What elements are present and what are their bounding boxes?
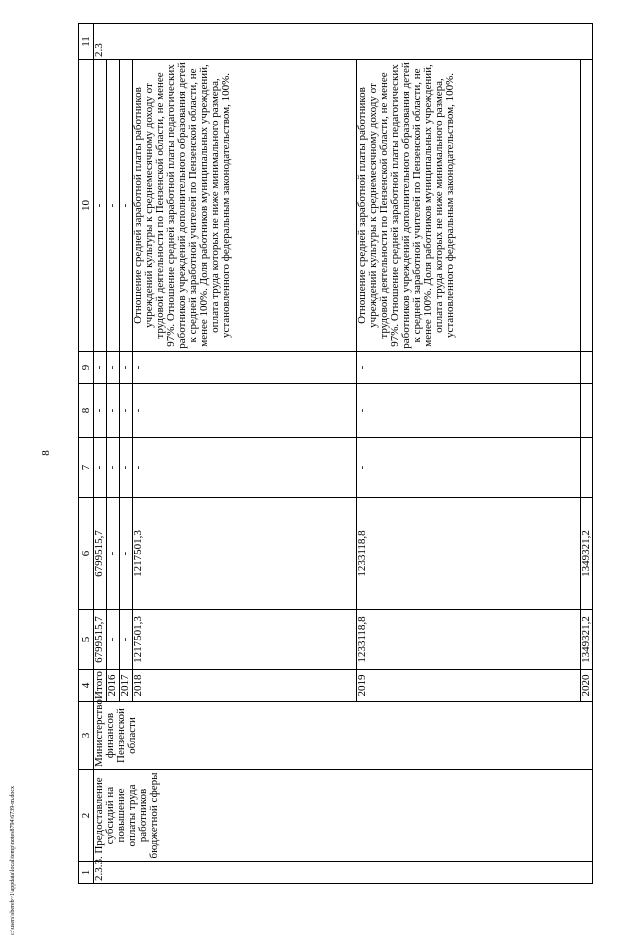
- total-cell: 6799515,7: [94, 610, 107, 670]
- col-number-4: 4: [79, 670, 94, 702]
- other-sources-cell: -: [107, 352, 120, 384]
- total-cell: -: [120, 610, 133, 670]
- col-number-6: 6: [79, 498, 94, 610]
- federal-budget-cell: -: [133, 438, 357, 498]
- goal-number: 2.3: [94, 24, 593, 60]
- local-budget-cell: [581, 384, 593, 438]
- executor: Министерство финансов Пензенской области: [94, 702, 593, 770]
- regional-budget-cell: 1233118,8: [357, 498, 581, 610]
- indicator-cell: -: [94, 60, 107, 352]
- col-number-3: 3: [79, 702, 94, 770]
- regional-budget-cell: -: [120, 498, 133, 610]
- indicator-cell: Отношение средней заработной платы работников учреждений культуры к среднемесячному доходу от трудовой деятельности по Пензенской области, не менее 97%. Отношение средней заработной платы педагогических работников учреждений дополнительного образования детей к средней заработной учителей по Пензенской области, не менее 100%. Доля работников муниципальных учреждений, оплата труда которых не ниже минимального размера, установленного федеральным законодательством, 100%.: [133, 60, 357, 352]
- federal-budget-cell: -: [107, 438, 120, 498]
- local-budget-cell: -: [133, 384, 357, 438]
- rotated-table-container: [78, 24, 592, 884]
- other-sources-cell: -: [357, 352, 581, 384]
- year-cell: 2016: [107, 670, 120, 702]
- federal-budget-cell: -: [357, 438, 581, 498]
- year-cell: 2017: [120, 670, 133, 702]
- year-cell: 2019: [357, 670, 581, 702]
- local-budget-cell: -: [357, 384, 581, 438]
- col-number-9: 9: [79, 352, 94, 384]
- col-number-10: 10: [79, 60, 94, 352]
- other-sources-cell: -: [120, 352, 133, 384]
- indicator-cell: -: [120, 60, 133, 352]
- indicator-cell: Отношение средней заработной платы работников учреждений культуры к среднемесячному доходу от трудовой деятельности по Пензенской области, не менее 97%. Отношение средней заработной платы педагогических работников учреждений дополнительного образования детей к средней заработной учителей по Пензенской области, не менее 100%. Доля работников муниципальных учреждений, оплата труда которых не ниже минимального размера, установленного федеральным законодательством, 100%.: [357, 60, 581, 352]
- col-number-7: 7: [79, 438, 94, 498]
- total-cell: 1349321,2: [581, 610, 593, 670]
- other-sources-cell: -: [94, 352, 107, 384]
- year-cell: 2018: [133, 670, 357, 702]
- col-number-2: 2: [79, 770, 94, 862]
- col-number-5: 5: [79, 610, 94, 670]
- program-table: [78, 23, 593, 884]
- row-number: 2.3.3.: [94, 862, 593, 884]
- indicator-cell: -: [107, 60, 120, 352]
- total-cell: 1217501,3: [133, 610, 357, 670]
- col-number-1: 1: [79, 862, 94, 884]
- column-number-row: [79, 24, 94, 884]
- regional-budget-cell: -: [107, 498, 120, 610]
- local-budget-cell: -: [107, 384, 120, 438]
- regional-budget-cell: 6799515,7: [94, 498, 107, 610]
- total-cell: 1233118,8: [357, 610, 581, 670]
- federal-budget-cell: -: [120, 438, 133, 498]
- table-row: [94, 24, 107, 884]
- other-sources-cell: [581, 352, 593, 384]
- federal-budget-cell: -: [94, 438, 107, 498]
- page-number: 8: [40, 450, 52, 456]
- measure-name: Предоставление субсидий на повышение оплаты труда работников бюджетной сферы: [94, 770, 593, 862]
- regional-budget-cell: 1349321,2: [581, 498, 593, 610]
- local-budget-cell: -: [94, 384, 107, 438]
- federal-budget-cell: [581, 438, 593, 498]
- regional-budget-cell: 1217501,3: [133, 498, 357, 610]
- col-number-11: 11: [79, 24, 94, 60]
- total-cell: -: [107, 610, 120, 670]
- footer-file-path: c:\users\sbereb~1\appdata\local\temp\notes8794\6739-m.docx: [10, 785, 16, 935]
- other-sources-cell: -: [133, 352, 357, 384]
- col-number-8: 8: [79, 384, 94, 438]
- year-cell: Итого: [94, 670, 107, 702]
- year-cell: 2020: [581, 670, 593, 702]
- local-budget-cell: -: [120, 384, 133, 438]
- indicator-cell: [581, 60, 593, 352]
